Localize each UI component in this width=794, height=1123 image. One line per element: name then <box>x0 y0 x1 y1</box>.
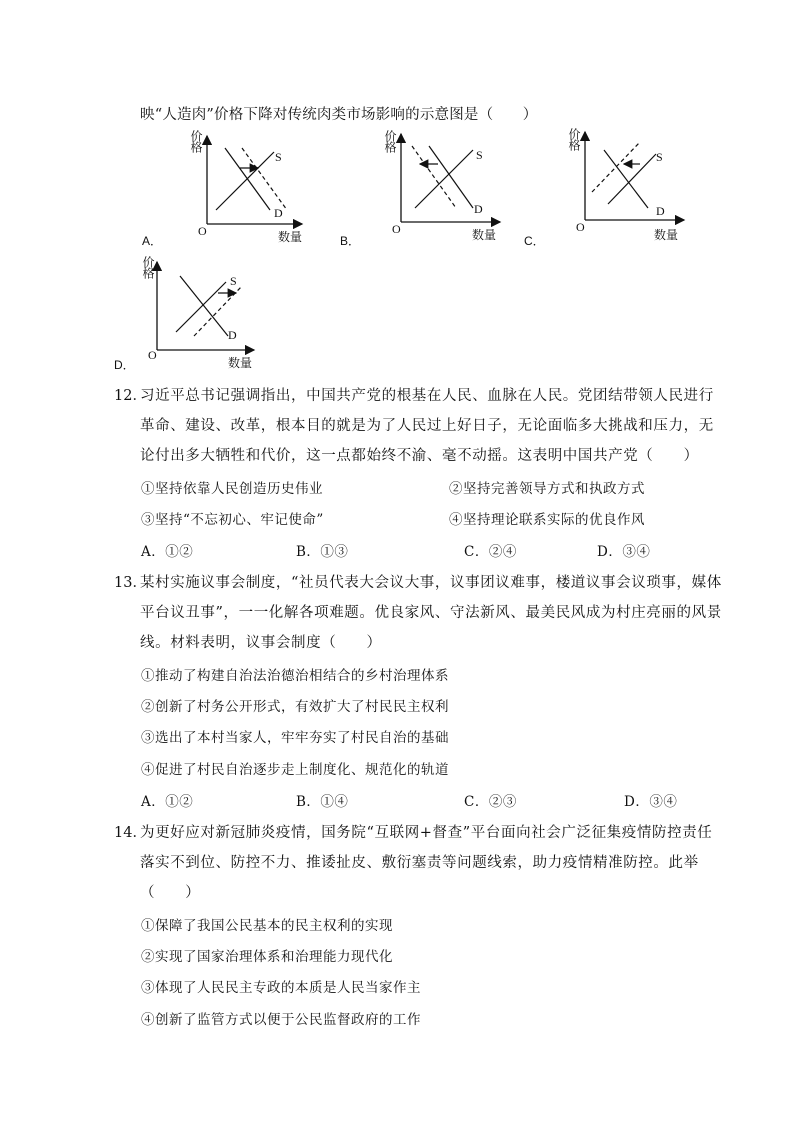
q12-line-1: 习近平总书记强调指出，中国共产党的根基在人民、血脉在人民。党团结带领人民进行 <box>140 388 714 404</box>
q13-line-1: 某村实施议事会制度，“社员代表大会议大事，议事团议难事，楼道议事会议琐事，媒体 <box>140 575 722 591</box>
graph-c[interactable] <box>522 126 692 246</box>
q14-number: 14． <box>114 825 147 841</box>
graph-c-x-label: 数量 <box>654 228 679 242</box>
graph-d-svg <box>112 252 282 372</box>
graph-d-y-label: 价格 <box>141 256 155 278</box>
q11-stem: 映“人造肉”价格下降对传统肉类市场影响的示意图是（ ） <box>140 107 538 123</box>
q12-line-2: 革命、建设、改革，根本目的就是为了人民过上好日子，无论面临多大挑战和压力，无 <box>140 418 714 434</box>
graph-c-y-label: 价格 <box>567 128 581 150</box>
q14-line-2: 落实不到位、防控不力、推诿扯皮、敷衍塞责等问题线索，助力疫情精准防控。此举 <box>140 855 699 871</box>
graph-d-x-label: 数量 <box>228 356 253 370</box>
graph-b-letter: B． <box>340 234 361 248</box>
q12-statement-2: ②坚持完善领导方式和执政方式 <box>449 481 645 497</box>
q12-choice-b[interactable]: B．①③ <box>296 544 349 560</box>
graph-c-origin: O <box>576 220 585 234</box>
q12-statement-3: ③坚持“不忘初心、牢记使命” <box>141 512 324 528</box>
q12-choice-a[interactable]: A．①② <box>141 544 194 560</box>
graph-a-d-label: D <box>274 206 283 220</box>
q13-statement-1: ①推动了构建自治法治德治相结合的乡村治理体系 <box>141 668 449 684</box>
graph-a-y-label: 价格 <box>189 130 203 152</box>
q14-line-1: 为更好应对新冠肺炎疫情，国务院“互联网+督查”平台面向社会广泛征集疫情防控责任 <box>140 825 713 841</box>
graph-d[interactable] <box>112 252 282 372</box>
q14-statement-4: ④创新了监管方式以便于公民监督政府的工作 <box>141 1012 421 1028</box>
graph-c-d-label: D <box>656 204 665 218</box>
q14-statement-2: ②实现了国家治理体系和治理能力现代化 <box>141 949 393 965</box>
q12-choice-c[interactable]: C．②④ <box>464 544 517 560</box>
graph-d-letter: D． <box>114 358 135 372</box>
q13-line-2: 平台议丑事”，一一化解各项难题。优良家风、守法新风、最美民风成为村庄亮丽的风景 <box>140 605 722 621</box>
graph-d-origin: O <box>148 348 157 362</box>
q13-number: 13． <box>114 575 147 591</box>
q12-choice-d[interactable]: D．③④ <box>597 544 651 560</box>
graph-a-origin: O <box>198 224 207 238</box>
graph-d-d-label: D <box>228 328 237 342</box>
graph-b[interactable] <box>338 128 508 248</box>
graph-b-y-label: 价格 <box>383 130 397 152</box>
q14-line-3: （ ） <box>140 885 201 901</box>
graph-b-s-label: S <box>476 148 483 162</box>
q13-choice-a[interactable]: A．①② <box>141 794 194 810</box>
graph-b-origin: O <box>392 222 401 236</box>
graph-a-s-label: S <box>275 150 282 164</box>
q13-choice-c[interactable]: C．②③ <box>464 794 517 810</box>
graph-a-x-label: 数量 <box>278 230 303 244</box>
graph-b-x-label: 数量 <box>472 228 497 242</box>
q12-statement-1: ①坚持依靠人民创造历史伟业 <box>141 481 323 497</box>
graph-c-s-label: S <box>656 150 663 164</box>
q13-choice-d[interactable]: D．③④ <box>624 794 678 810</box>
q14-statement-1: ①保障了我国公民基本的民主权利的实现 <box>141 918 393 934</box>
q13-statement-3: ③选出了本村当家人，牢牢夯实了村民自治的基础 <box>141 730 449 746</box>
q13-line-3: 线。材料表明，议事会制度（ ） <box>140 635 382 651</box>
q12-statement-4: ④坚持理论联系实际的优良作风 <box>449 512 645 528</box>
q13-choice-b[interactable]: B．①④ <box>296 794 349 810</box>
q12-number: 12． <box>114 388 147 404</box>
q13-statement-4: ④促进了村民自治逐步走上制度化、规范化的轨道 <box>141 762 449 778</box>
graph-a[interactable] <box>140 128 310 248</box>
graph-c-letter: C． <box>524 234 545 248</box>
q14-statement-3: ③体现了人民民主专政的本质是人民当家作主 <box>141 980 421 996</box>
graph-b-d-label: D <box>474 202 483 216</box>
q13-statement-2: ②创新了村务公开形式，有效扩大了村民民主权利 <box>141 699 449 715</box>
graph-d-s-label: S <box>230 274 237 288</box>
graph-a-letter: A． <box>142 234 163 248</box>
q12-line-3: 论付出多大牺牲和代价，这一点都始终不渝、毫不动摇。这表明中国共产党（ ） <box>140 448 699 464</box>
